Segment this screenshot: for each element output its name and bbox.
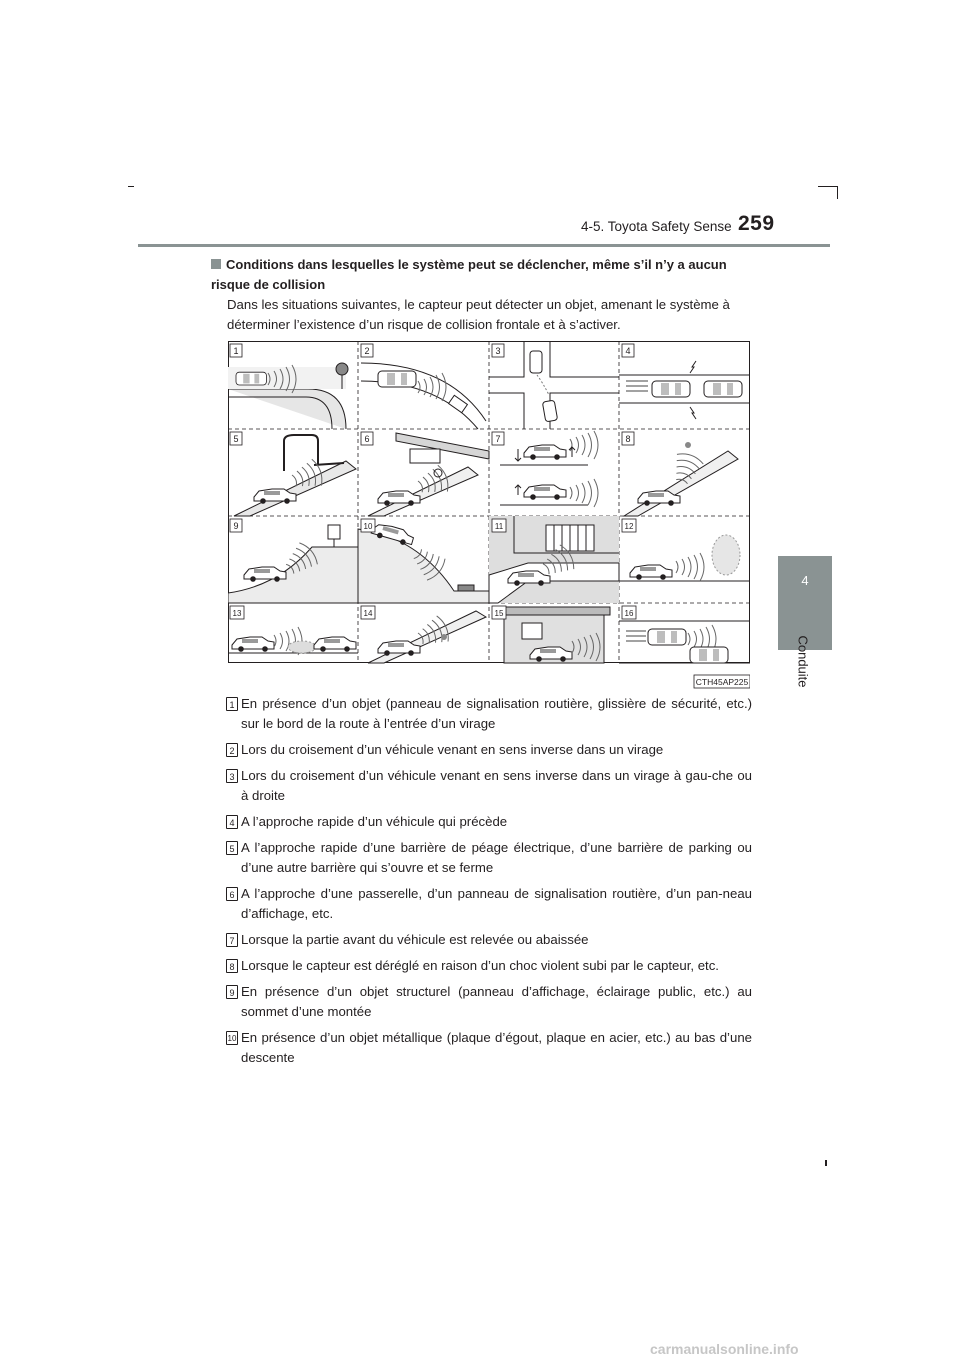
cell-label-9 — [230, 519, 242, 532]
cell-label: 3 — [495, 346, 501, 356]
item-number: 6 — [226, 887, 238, 901]
cell-label: 13 — [232, 609, 242, 618]
cell-label-13 — [230, 606, 244, 619]
cell-label: 16 — [624, 609, 634, 618]
list-item — [226, 766, 752, 806]
cell-label-6 — [361, 432, 373, 445]
item-number: 4 — [226, 815, 238, 829]
cell-label: 12 — [624, 522, 634, 531]
square-bullet-icon — [211, 259, 221, 269]
item-text: A l’approche d’une passerelle, d’un panneau de signalisation routière, d’un pan-neau d’affichage, etc. — [241, 886, 752, 921]
list-item — [226, 1028, 752, 1068]
item-text: Lorsque la partie avant du véhicule est relevée ou abaissée — [241, 932, 589, 947]
list-item — [226, 694, 752, 734]
cell-label-12 — [622, 519, 636, 532]
section-heading — [211, 255, 751, 295]
item-text: Lors du croisement d’un véhicule venant en sens inverse dans un virage à gau-che ou à droite — [241, 768, 752, 803]
item-number: 8 — [226, 959, 238, 973]
list-item — [226, 982, 752, 1022]
crop-mark — [818, 186, 838, 187]
cell-label: 14 — [363, 609, 373, 618]
list-item — [226, 838, 752, 878]
cell-label-5 — [230, 432, 242, 445]
cell-label-1 — [230, 344, 242, 357]
item-text: En présence d’un objet métallique (plaque d’égout, plaque en acier, etc.) au bas d’une descente — [241, 1030, 752, 1065]
cell-label-7 — [492, 432, 504, 445]
cell-label: 4 — [625, 346, 631, 356]
cell-label-2 — [361, 344, 373, 357]
list-item — [226, 812, 752, 832]
list-item — [226, 884, 752, 924]
cell-label: 1 — [233, 346, 239, 356]
cell-label-11 — [492, 519, 506, 532]
item-number: 1 — [226, 697, 238, 711]
crop-mark — [837, 186, 838, 199]
cell-label: 7 — [495, 434, 501, 444]
cell-label-14 — [361, 606, 375, 619]
cell-label: 5 — [233, 434, 239, 444]
list-item — [226, 930, 752, 950]
section-title: 4-5. Toyota Safety Sense — [581, 219, 732, 234]
chapter-number: 4 — [801, 573, 809, 588]
list-item — [226, 956, 752, 976]
scene-15 — [498, 607, 610, 663]
item-number: 5 — [226, 841, 238, 855]
cell-label: 9 — [233, 521, 239, 531]
cell-label-15 — [492, 606, 506, 619]
watermark-text: carmanualsonline.info — [650, 1341, 799, 1357]
intro-paragraph: Dans les situations suivantes, le capteur peut détecter un objet, amenant le système à déterminer l’existence d’un risque de collision frontale et à s’activer. — [227, 297, 730, 332]
item-number: 10 — [226, 1031, 238, 1045]
cell-label-4 — [622, 344, 634, 357]
cell-label: 8 — [625, 434, 631, 444]
scene-11 — [489, 516, 619, 603]
item-number: 2 — [226, 743, 238, 757]
cell-label: 2 — [364, 346, 370, 356]
cell-label: 15 — [494, 609, 504, 618]
page-number: 259 — [738, 212, 775, 235]
cell-label-16 — [622, 606, 636, 619]
heading-text: Conditions dans lesquelles le système peut se déclencher, même s’il n’y a aucun risque de collision — [211, 257, 727, 292]
situation-list — [226, 694, 752, 1074]
illustration-grid — [228, 341, 750, 689]
header-rule — [138, 244, 830, 247]
item-text: En présence d’un objet structurel (panneau d’affichage, éclairage public, etc.) au sommet d’une montée — [241, 984, 752, 1019]
chapter-label: Conduite — [795, 635, 811, 688]
item-text: A l’approche rapide d’un véhicule qui précède — [241, 814, 508, 829]
item-number: 3 — [226, 769, 238, 783]
item-text: A l’approche rapide d’une barrière de péage électrique, d’une barrière de parking ou d’une autre barrière qui s’ouvre et se ferme — [241, 840, 752, 875]
cell-label: 6 — [364, 434, 370, 444]
cell-label: 10 — [363, 522, 373, 531]
cell-label-3 — [492, 344, 504, 357]
chapter-label-wrap — [786, 632, 820, 692]
item-number: 9 — [226, 985, 238, 999]
figure-code: CTH45AP225 — [695, 677, 749, 687]
cell-label: 11 — [494, 522, 504, 531]
cell-label-8 — [622, 432, 634, 445]
crop-mark — [825, 1160, 827, 1166]
cell-label-10 — [361, 519, 375, 532]
item-number: 7 — [226, 933, 238, 947]
list-item — [226, 740, 752, 760]
item-text: Lors du croisement d’un véhicule venant en sens inverse dans un virage — [241, 742, 664, 757]
item-text: Lorsque le capteur est déréglé en raison d’un choc violent subi par le capteur, etc. — [241, 958, 719, 973]
crop-mark — [128, 186, 134, 187]
item-text: En présence d’un objet (panneau de signalisation routière, glissière de sécurité, etc.) sur le bord de la route à l’entrée d’un virage — [241, 696, 752, 731]
